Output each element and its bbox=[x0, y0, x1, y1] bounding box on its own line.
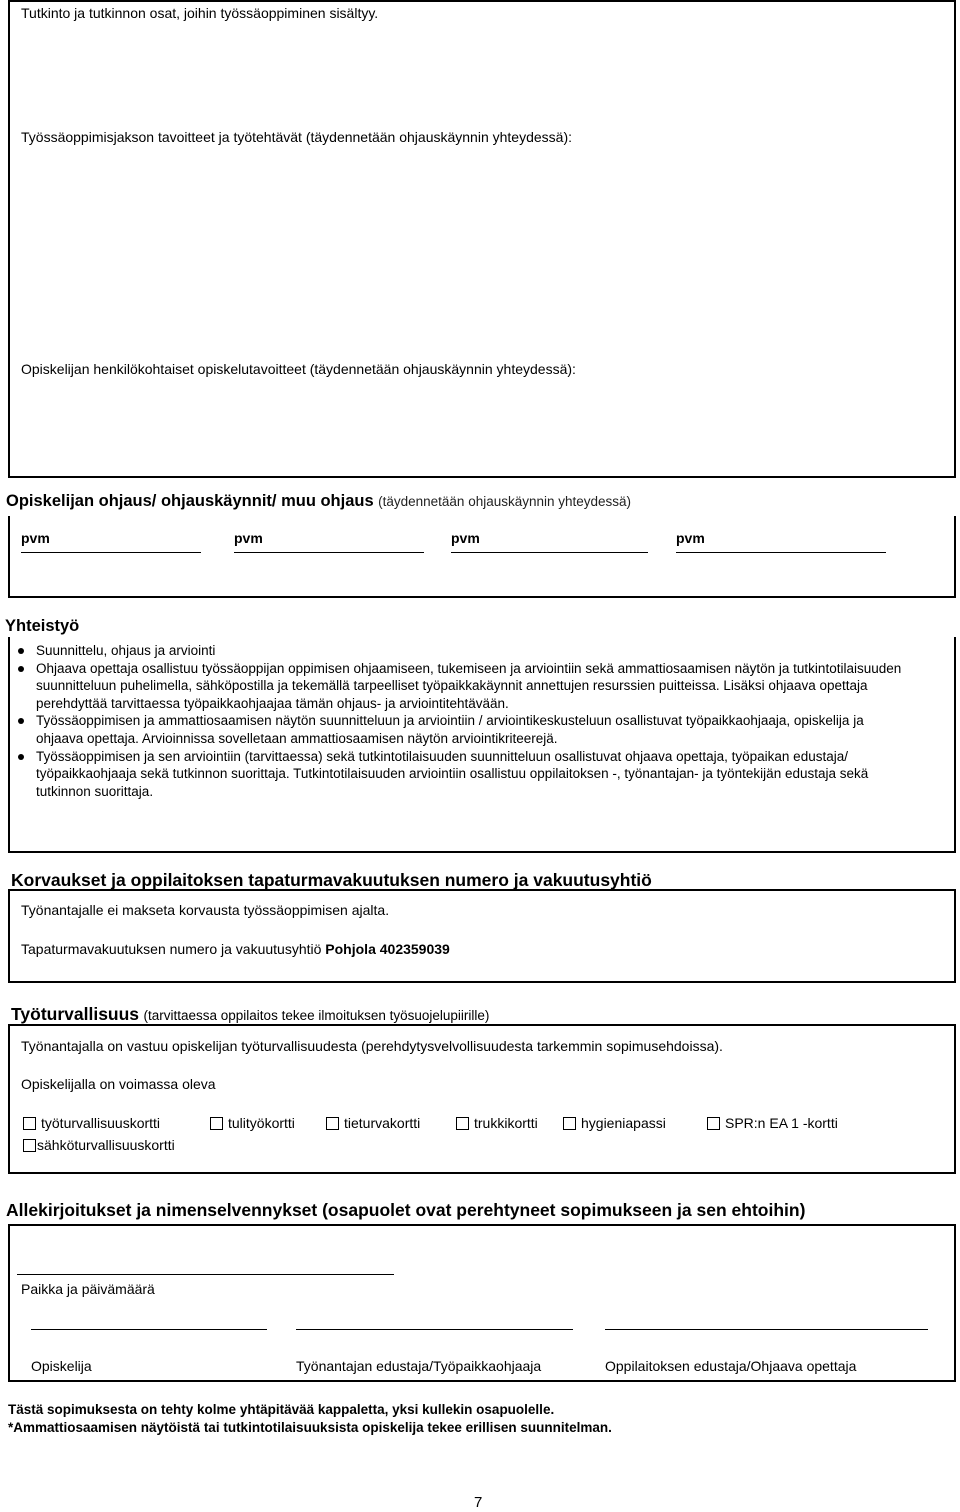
checkbox-hygieniapassi[interactable] bbox=[563, 1117, 576, 1130]
card-label: työturvallisuuskortti bbox=[41, 1115, 161, 1131]
date-label-2: pvm bbox=[234, 530, 263, 546]
card-option-sahkoturvallisuus[interactable] bbox=[23, 1137, 175, 1154]
qualification-label: Tutkinto ja tutkinnon osat, joihin työssäoppiminen sisältyy. bbox=[21, 5, 379, 21]
card-label: hygieniapassi bbox=[581, 1115, 666, 1131]
date-line-4[interactable] bbox=[676, 552, 886, 553]
cooperation-list bbox=[9, 642, 914, 800]
card-option-hygienia[interactable] bbox=[563, 1115, 666, 1132]
checkbox-tieturvakortti[interactable] bbox=[326, 1117, 339, 1130]
card-label: tulityökortti bbox=[228, 1115, 295, 1131]
guidance-heading bbox=[6, 492, 631, 511]
employer-signature-label: Työnantajan edustaja/Työpaikkaohjaaja bbox=[296, 1358, 542, 1374]
insurance-label: Tapaturmavakuutuksen numero ja vakuutusyhtiö bbox=[21, 941, 322, 957]
safety-heading bbox=[11, 1004, 489, 1025]
compensation-title: Korvaukset ja oppilaitoksen tapaturmavakuutuksen numero ja vakuutusyhtiö bbox=[11, 870, 652, 890]
card-label: sähköturvallisuuskortti bbox=[37, 1137, 175, 1153]
cooperation-bullet-2: Ohjaava opettaja osallistuu työssäoppijan oppimisen ohjaamiseen, tukemiseen ja arviointiin sekä ammattiosaamisen näytön ja tutkintotilaisuuden suunnitteluun puhelimella, sähköpostilla ja tekemällä tarpeelliset työpaikkakäynnit annettujen resurssien puitteissa. Lisäksi ohjaava opettaja perehdyttää tarvittaessa työpaikkaohjaajaa tämän ohjaus- ja arviointitehtävään. bbox=[9, 660, 914, 713]
guidance-date-area bbox=[8, 516, 956, 598]
cooperation-bullet-3: Työssäoppimisen ja ammattiosaamisen näytön suunnitteluun ja arviointiin / arviointikeskusteluun osallistuvat työpaikkaohjaaja, opiskelija ja ohjaava opettaja. Arvioinnissa sovelletaan ammattiosaamisen näytön arviointikriteerejä. bbox=[9, 712, 914, 747]
card-option-ea1[interactable] bbox=[707, 1115, 838, 1132]
checkbox-tulityokortti[interactable] bbox=[210, 1117, 223, 1130]
date-label-3: pvm bbox=[451, 530, 480, 546]
personal-goals-label: Opiskelijan henkilökohtaiset opiskelutavoitteet (täydennetään ohjauskäynnin yhteydessä): bbox=[21, 361, 576, 377]
footer-note-2: *Ammattiosaamisen näytöistä tai tutkintotilaisuuksista opiskelija tekee erillisen suunnitelman. bbox=[8, 1420, 612, 1435]
insurance-line bbox=[21, 941, 450, 958]
card-option-tulityo[interactable] bbox=[210, 1115, 295, 1132]
date-line-3[interactable] bbox=[451, 552, 648, 553]
footer-note-1: Tästä sopimuksesta on tehty kolme yhtäpitävää kappaletta, yksi kullekin osapuolelle. bbox=[8, 1402, 555, 1417]
date-line-1[interactable] bbox=[21, 552, 201, 553]
checkbox-spr-ea1[interactable] bbox=[707, 1117, 720, 1130]
date-line-2[interactable] bbox=[234, 552, 424, 553]
insurance-value: Pohjola 402359039 bbox=[325, 941, 450, 957]
compensation-text-1: Työnantajalle ei makseta korvausta työssäoppimisen ajalta. bbox=[21, 902, 390, 918]
card-label: SPR:n EA 1 -kortti bbox=[725, 1115, 838, 1131]
employer-signature-line[interactable] bbox=[296, 1329, 573, 1330]
school-signature-line[interactable] bbox=[605, 1329, 928, 1330]
guidance-title-note: (täydennetään ohjauskäynnin yhteydessä) bbox=[378, 494, 632, 509]
checkbox-sahkoturvallisuuskortti[interactable] bbox=[23, 1139, 36, 1152]
goals-label: Työssäoppimisjakson tavoitteet ja työtehtävät (täydennetään ohjauskäynnin yhteydessä): bbox=[21, 129, 572, 145]
signatures-title: Allekirjoitukset ja nimenselvennykset (osapuolet ovat perehtyneet sopimukseen ja sen ehtoihin) bbox=[6, 1200, 806, 1220]
place-date-label: Paikka ja päivämäärä bbox=[21, 1281, 155, 1297]
cooperation-title: Yhteistyö bbox=[5, 617, 80, 635]
checkbox-trukkikortti[interactable] bbox=[456, 1117, 469, 1130]
cooperation-bullet-1: Suunnittelu, ohjaus ja arviointi bbox=[9, 642, 914, 660]
date-label-1: pvm bbox=[21, 530, 50, 546]
safety-text-2: Opiskelijalla on voimassa oleva bbox=[21, 1076, 216, 1092]
card-label: trukkikortti bbox=[474, 1115, 538, 1131]
checkbox-tyoturvallisuuskortti[interactable] bbox=[23, 1117, 36, 1130]
cooperation-bullet-4: Työssäoppimisen ja sen arviointiin (tarvittaessa) sekä tutkintotilaisuuden suunnitteluun osallistuvat ohjaava opettaja, työpaikan edustaja/ työpaikkaohjaaja sekä tutkinnon suorittaja. Tutkintotilaisuuden arviointiin osallistuu oppilaitoksen -, työnantajan- ja työntekijän edustaja sekä tutkinnon suorittaja. bbox=[9, 748, 914, 801]
card-option-trukki[interactable] bbox=[456, 1115, 538, 1132]
goals-section-box bbox=[8, 0, 956, 478]
place-date-line[interactable] bbox=[17, 1274, 394, 1275]
safety-title-note: (tarvittaessa oppilaitos tekee ilmoituksen työsuojelupiirille) bbox=[143, 1008, 490, 1023]
safety-title: Työturvallisuus bbox=[11, 1004, 140, 1024]
safety-text-1: Työnantajalla on vastuu opiskelijan työturvallisuudesta (perehdytysvelvollisuudesta tarkemmin sopimusehdoissa). bbox=[21, 1038, 723, 1054]
card-label: tieturvakortti bbox=[344, 1115, 421, 1131]
student-signature-label: Opiskelija bbox=[31, 1358, 92, 1374]
card-option-tieturva[interactable] bbox=[326, 1115, 420, 1132]
school-signature-label: Oppilaitoksen edustaja/Ohjaava opettaja bbox=[605, 1358, 857, 1374]
guidance-title: Opiskelijan ohjaus/ ohjauskäynnit/ muu ohjaus bbox=[6, 492, 374, 510]
date-label-4: pvm bbox=[676, 530, 705, 546]
page-number: 7 bbox=[474, 1494, 483, 1511]
student-signature-line[interactable] bbox=[31, 1329, 267, 1330]
card-option-tyoturvallisuus[interactable] bbox=[23, 1115, 160, 1132]
